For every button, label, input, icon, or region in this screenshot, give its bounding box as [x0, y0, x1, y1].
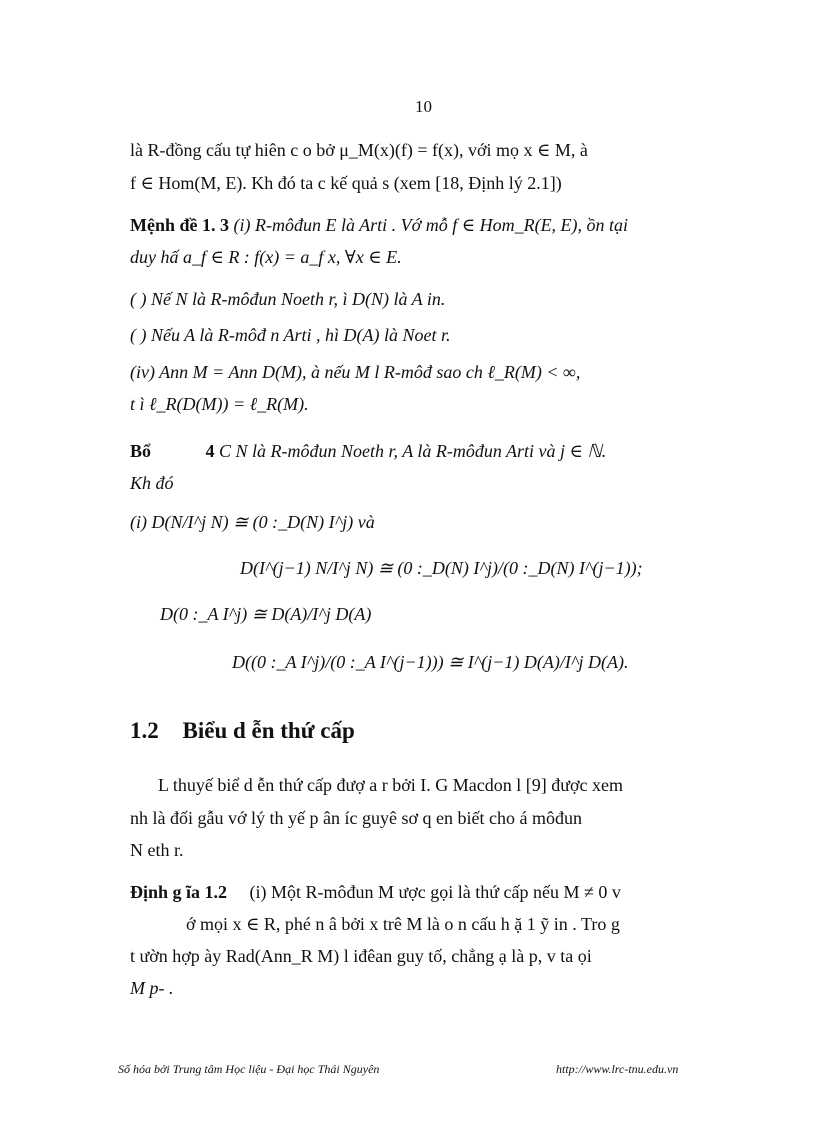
lemma-formula-1: D(I^(j−1) N/I^j N) ≅ (0 :_D(N) I^j)/(0 :_D(N) I^(j−1)); [240, 558, 643, 578]
section-number: 1.2 [130, 718, 159, 743]
section-paragraph-line-1: L thuyế biể d ễn thứ cấp đượ a r bởi I. G Macdon l [9] được xem [158, 775, 624, 795]
proposition-label: Mệnh đề 1. 3 [130, 215, 229, 235]
intro-line-2: f ∈ Hom(M, E). Kh đó ta c kế quả s (xem [18, Định lý 2.1]) [130, 173, 562, 193]
lemma-label: Bổ [130, 441, 152, 461]
footer-source: Số hóa bởi Trung tâm Học liệu - Đại học Thái Nguyên [118, 1062, 380, 1076]
proposition-statement: (i) R-môđun E là Arti . Vớ mỗ f ∈ Hom_R(E, E), ồn tại [233, 215, 629, 235]
proposition-item-4-line-2: t ì ℓ_R(D(M)) = ℓ_R(M). [130, 394, 309, 414]
proposition-item-3: ( ) Nếu A là R-môđ n Arti , hì D(A) là Noet r. [130, 325, 451, 345]
lemma-line-2: Kh đó [130, 473, 174, 493]
proposition-line-2: duy hấ a_f ∈ R : f(x) = a_f x, ∀x ∈ E. [130, 247, 402, 267]
definition-line-1 [130, 880, 621, 904]
definition-line-2: ớ mọi x ∈ R, phé n â bởi x trê M là o n cấu h ặ 1 ỹ in . Tro g [186, 914, 620, 934]
lemma-statement: C N là R-môđun Noeth r, A là R-môđun Arti và j ∈ ℕ. [219, 441, 607, 461]
lemma-number: 4 [205, 441, 215, 461]
definition-statement: (i) Một R-môđun M ược gọi là thứ cấp nếu M ≠ 0 v [249, 882, 621, 902]
definition-line-3: t ườn hợp ày Rad(Ann_R M) l iđêan guy tố, chẳng ạ là p, v ta ọi [130, 946, 592, 966]
intro-line-1: là R-đồng cấu tự hiên c o bở μ_M(x)(f) = f(x), với mọ x ∈ M, à [130, 140, 588, 160]
definition-line-4: M p- . [130, 978, 174, 998]
lemma-formula-2: D(0 :_A I^j) ≅ D(A)/I^j D(A) [160, 604, 372, 624]
proposition-line-1 [130, 213, 628, 237]
lemma-item-1: (i) D(N/I^j N) ≅ (0 :_D(N) I^j) và [130, 512, 375, 532]
lemma-formula-3: D((0 :_A I^j)/(0 :_A I^(j−1))) ≅ I^(j−1) D(A)/I^j D(A). [232, 652, 629, 672]
footer-url: http://www.lrc-tnu.edu.vn [556, 1062, 679, 1076]
section-paragraph-line-2: nh là đối gẫu vớ lý th yế p ân íc guyê sơ q en biết cho á môđun [130, 808, 582, 828]
page-number: 10 [415, 97, 432, 116]
section-paragraph-line-3: N eth r. [130, 840, 184, 860]
lemma-line-1 [130, 439, 606, 463]
proposition-item-4-line-1: (iv) Ann M = Ann D(M), à nếu M l R-môđ sao ch ℓ_R(M) < ∞, [130, 362, 581, 382]
definition-label: Định g ĩa 1.2 [130, 882, 228, 902]
section-title: Biểu d ễn thứ cấp [182, 718, 355, 743]
proposition-item-2: ( ) Nế N là R-môđun Noeth r, ì D(N) là A in. [130, 289, 446, 309]
section-heading [130, 718, 355, 744]
